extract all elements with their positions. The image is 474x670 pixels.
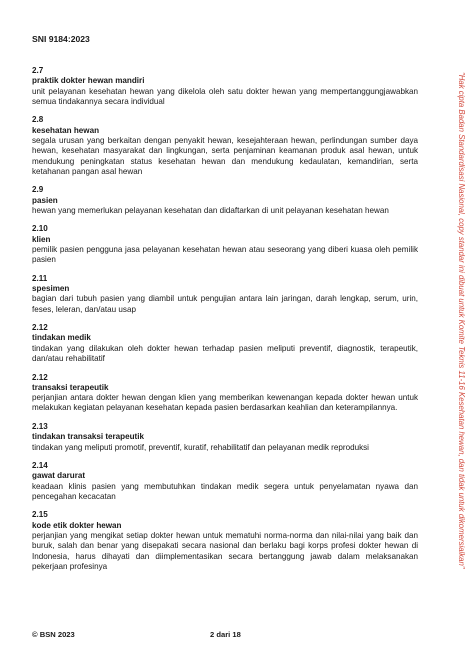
entry-definition: pemilik pasien pengguna jasa pelayanan kesehatan hewan atau seseorang yang diberi kuasa oleh pemilik pasien: [32, 245, 418, 265]
entry-definition: hewan yang memerlukan pelayanan kesehatan dan didaftarkan di unit pelayanan kesehatan hewan: [32, 205, 389, 215]
entry-number: 2.10: [32, 224, 48, 234]
entry-definition: bagian dari tubuh pasien yang diambil untuk pengujian antara lain jaringan, darah lengkap, serum, urin, feses, leleran, dan/atau usap: [32, 294, 418, 314]
entry-number: 2.14: [32, 461, 48, 470]
entry-number: 2.8: [32, 115, 44, 125]
entry-term: praktik dokter hewan mandiri: [32, 76, 145, 86]
entry-definition: tindakan yang meliputi promotif, preventif, kuratif, rehabilitatif dan pelayanan medik reproduksi: [32, 442, 369, 452]
definition-entry: [32, 274, 418, 315]
footer-page-number: 2 dari 18: [210, 630, 241, 639]
entry-number: 2.13: [32, 421, 48, 431]
entry-definition: segala urusan yang berkaitan dengan penyakit hewan, kesejahteraan hewan, perlindungan sumber daya hewan, kesehatan masyarakat dan lingkungan, serta penjaminan keamanan produk asal hewan, untuk mendukung peningkatan status kesehatan hewan dan mendukung kedaulatan, kemandirian, serta ketahanan pangan asal hewan: [32, 135, 418, 176]
definition-entry: [32, 115, 418, 177]
entry-number: 2.9: [32, 185, 44, 195]
entry-term: kode etik dokter hewan: [32, 520, 122, 530]
entry-term: spesimen: [32, 284, 70, 294]
document-code: SNI 9184:2023: [32, 34, 90, 44]
entry-number: 2.12: [32, 323, 48, 333]
entry-number: 2.12: [32, 372, 48, 382]
copyright-watermark: "Hak cipta Badan Standardisasi Nasional, copy standar ini dibuat untuk Komite Teknis 11-16 Kesehatan hewan, dan tidak untuk dikomersialkan": [457, 72, 466, 569]
definition-entry: [32, 461, 418, 502]
entry-term: tindakan transaksi terapeutik: [32, 432, 145, 442]
definition-entry: [32, 373, 418, 414]
definition-entry: [32, 510, 418, 572]
definition-entry: [32, 323, 418, 364]
footer-copyright: © BSN 2023: [32, 630, 75, 639]
entry-term: tindakan medik: [32, 333, 91, 343]
entry-number: 2.11: [32, 273, 48, 283]
entry-term: klien: [32, 234, 51, 244]
entry-definition: tindakan yang dilakukan oleh dokter hewan terhadap pasien meliputi preventif, diagnostik, terapeutik, dan/atau rehabilitatif: [32, 343, 418, 364]
entry-definition: unit pelayanan kesehatan hewan yang dikelola oleh satu dokter hewan yang mempertanggungjawabkan semua tindakannya secara individual: [32, 86, 418, 106]
entry-definition: keadaan klinis pasien yang membutuhkan tindakan medik segera untuk penyelamatan nyawa dan pencegahan kecacatan: [32, 481, 418, 501]
definition-entry: [32, 422, 418, 453]
entry-definition: perjanjian yang mengikat setiap dokter hewan untuk mematuhi norma-norma dan nilai-nilai yang baik dan buruk, salah dan benar yang disepakati secara nasional dan berlaku bagi korps profesi dokter hewan di Indonesia, harus dihayati dan diimplementasikan secara bertanggung jawab dalam melaksanakan pekerjaan profesinya: [32, 530, 418, 571]
copyright-watermark-container: [452, 72, 470, 632]
definition-entry: [32, 66, 418, 107]
entry-definition: perjanjian antara dokter hewan dengan klien yang memberikan kewenangan kepada dokter hewan untuk melakukan kegiatan pelayanan kesehatan kepada pasien berdasarkan keahlian dan keterampilannya.: [32, 393, 418, 413]
entry-number: 2.7: [32, 66, 44, 75]
definition-entry: [32, 185, 418, 216]
entry-number: 2.15: [32, 510, 48, 520]
entry-term: gawat darurat: [32, 471, 86, 481]
entry-term: transaksi terapeutik: [32, 382, 109, 392]
entry-term: pasien: [32, 195, 58, 205]
entry-term: kesehatan hewan: [32, 125, 100, 135]
definition-entry: [32, 224, 418, 265]
definitions-list: [32, 66, 418, 580]
